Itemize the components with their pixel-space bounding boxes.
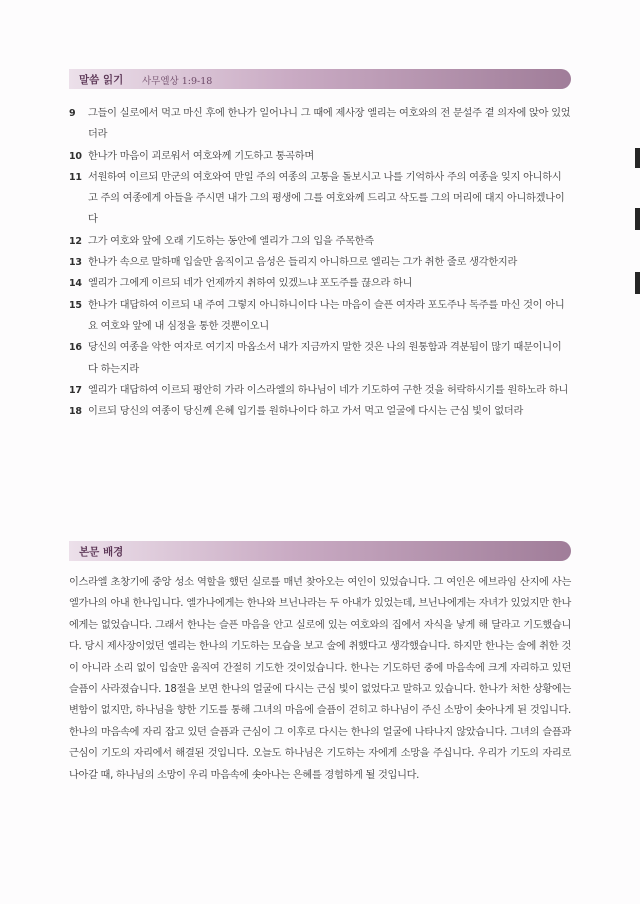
verse-item [69, 103, 571, 146]
page-edge-mark [635, 272, 640, 294]
page-edge-mark [635, 148, 640, 168]
verse-text: 그가 여호와 앞에 오래 기도하는 동안에 엘리가 그의 입을 주목한즉 [88, 235, 374, 247]
background-section-title: 본문 배경 [79, 546, 124, 558]
verse-text: 한나가 속으로 말하매 입술만 움직이고 음성은 들리지 아니하므로 엘리는 그가 취한 줄로 생각한지라 [88, 257, 518, 269]
verse-number: 12 [69, 235, 82, 247]
verse-text: 한나가 대답하여 이르되 내 주여 그렇지 아니하니이다 나는 마음이 슬픈 여자라 포도주나 독주를 마신 것이 아니요 여호와 앞에 내 심정을 통한 것뿐이오니 [88, 299, 565, 332]
background-body: 이스라엘 초창기에 중앙 성소 역할을 했던 실로를 매년 찾아오는 여인이 있었습니다. 그 여인은 에브라임 산지에 사는 엘가나의 아내 한나입니다. 엘가나에게는 한나와 브닌나라는 두 아내가 있었는데, 브닌나에게는 자녀가 있었지만 한나에게는 없었습니다. 그래서 한나는 슬픈 마음을 안고 실로에 있는 여호와의 집에서 자식을 낳게 해 달라고 기도했습니다. 당시 제사장이었던 엘리는 한나의 기도하는 모습을 보고 술에 취했다고 생각했습니다. 하지만 한나는 술에 취한 것이 아니라 소리 없이 입술만 움직여 간절히 기도한 것이었습니다. 한나는 기도하던 중에 마음속에 크게 자리하고 있던 슬픔이 사라졌습니다. 18절을 보면 한나의 얼굴에 다시는 근심 빛이 없었다고 말하고 있습니다. 한나가 처한 상황에는 변함이 없지만, 하나님을 향한 기도를 통해 그녀의 마음에 슬픔이 걷히고 하나님이 주신 소망이 솟아나게 된 것입니다. 한나의 마음속에 자리 잡고 있던 슬픔과 근심이 그 이후로 다시는 한나의 얼굴에 나타나지 않았습니다. 그녀의 슬픔과 근심이 기도의 자리에서 해결된 것입니다. 오늘도 하나님은 기도하는 자에게 소망을 주십니다. 우리가 기도의 자리로 나아갈 때, 하나님의 소망이 우리 마음속에 솟아나는 은혜를 경험하게 될 것입니다. [69, 577, 571, 781]
verse-number: 11 [69, 171, 82, 183]
verse-item [69, 252, 571, 273]
verse-number: 16 [69, 342, 82, 354]
scripture-reference: 사무엘상 1:9-18 [142, 76, 213, 87]
verse-list [69, 103, 571, 422]
reading-section-title: 말씀 읽기 [79, 74, 124, 86]
verse-number: 10 [69, 150, 82, 162]
verse-item [69, 167, 571, 231]
background-section-header [69, 541, 571, 561]
verse-text: 그들이 실로에서 먹고 마신 후에 한나가 일어나니 그 때에 제사장 엘리는 여호와의 전 문설주 곁 의자에 앉아 있었더라 [88, 108, 571, 141]
verse-number: 14 [69, 278, 82, 290]
verse-text: 엘리가 그에게 이르되 네가 언제까지 취하여 있겠느냐 포도주를 끊으라 하니 [88, 278, 413, 290]
verse-number: 9 [69, 108, 76, 119]
verse-item [69, 380, 571, 401]
verse-text: 엘리가 대답하여 이르되 평안히 가라 이스라엘의 하나님이 네가 기도하여 구한 것을 허락하시기를 원하노라 하니 [88, 384, 569, 396]
verse-item [69, 273, 571, 294]
verse-text: 당신의 여종을 악한 여자로 여기지 마옵소서 내가 지금까지 말한 것은 나의 원통함과 격분됨이 많기 때문이니이다 하는지라 [88, 342, 562, 375]
verse-text: 이르되 당신의 여종이 당신께 은혜 입기를 원하나이다 하고 가서 먹고 얼굴에 다시는 근심 빛이 없더라 [88, 406, 524, 418]
verse-item [69, 146, 571, 167]
verse-number: 13 [69, 257, 82, 269]
reading-section-header [69, 69, 571, 89]
verse-number: 17 [69, 384, 82, 396]
verse-number: 18 [69, 406, 82, 418]
verse-text: 한나가 마음이 괴로워서 여호와께 기도하고 통곡하며 [88, 150, 314, 162]
verse-item [69, 337, 571, 380]
verse-number: 15 [69, 299, 82, 311]
verse-item [69, 295, 571, 338]
page-edge-mark [635, 208, 640, 230]
verse-text: 서원하여 이르되 만군의 여호와여 만일 주의 여종의 고통을 돌보시고 나를 기억하사 주의 여종을 잊지 아니하시고 주의 여종에게 아들을 주시면 내가 그의 평생에 그를 여호와께 드리고 삭도를 그의 머리에 대지 아니하겠나이다 [88, 171, 565, 226]
verse-item [69, 401, 571, 422]
verse-item [69, 231, 571, 252]
